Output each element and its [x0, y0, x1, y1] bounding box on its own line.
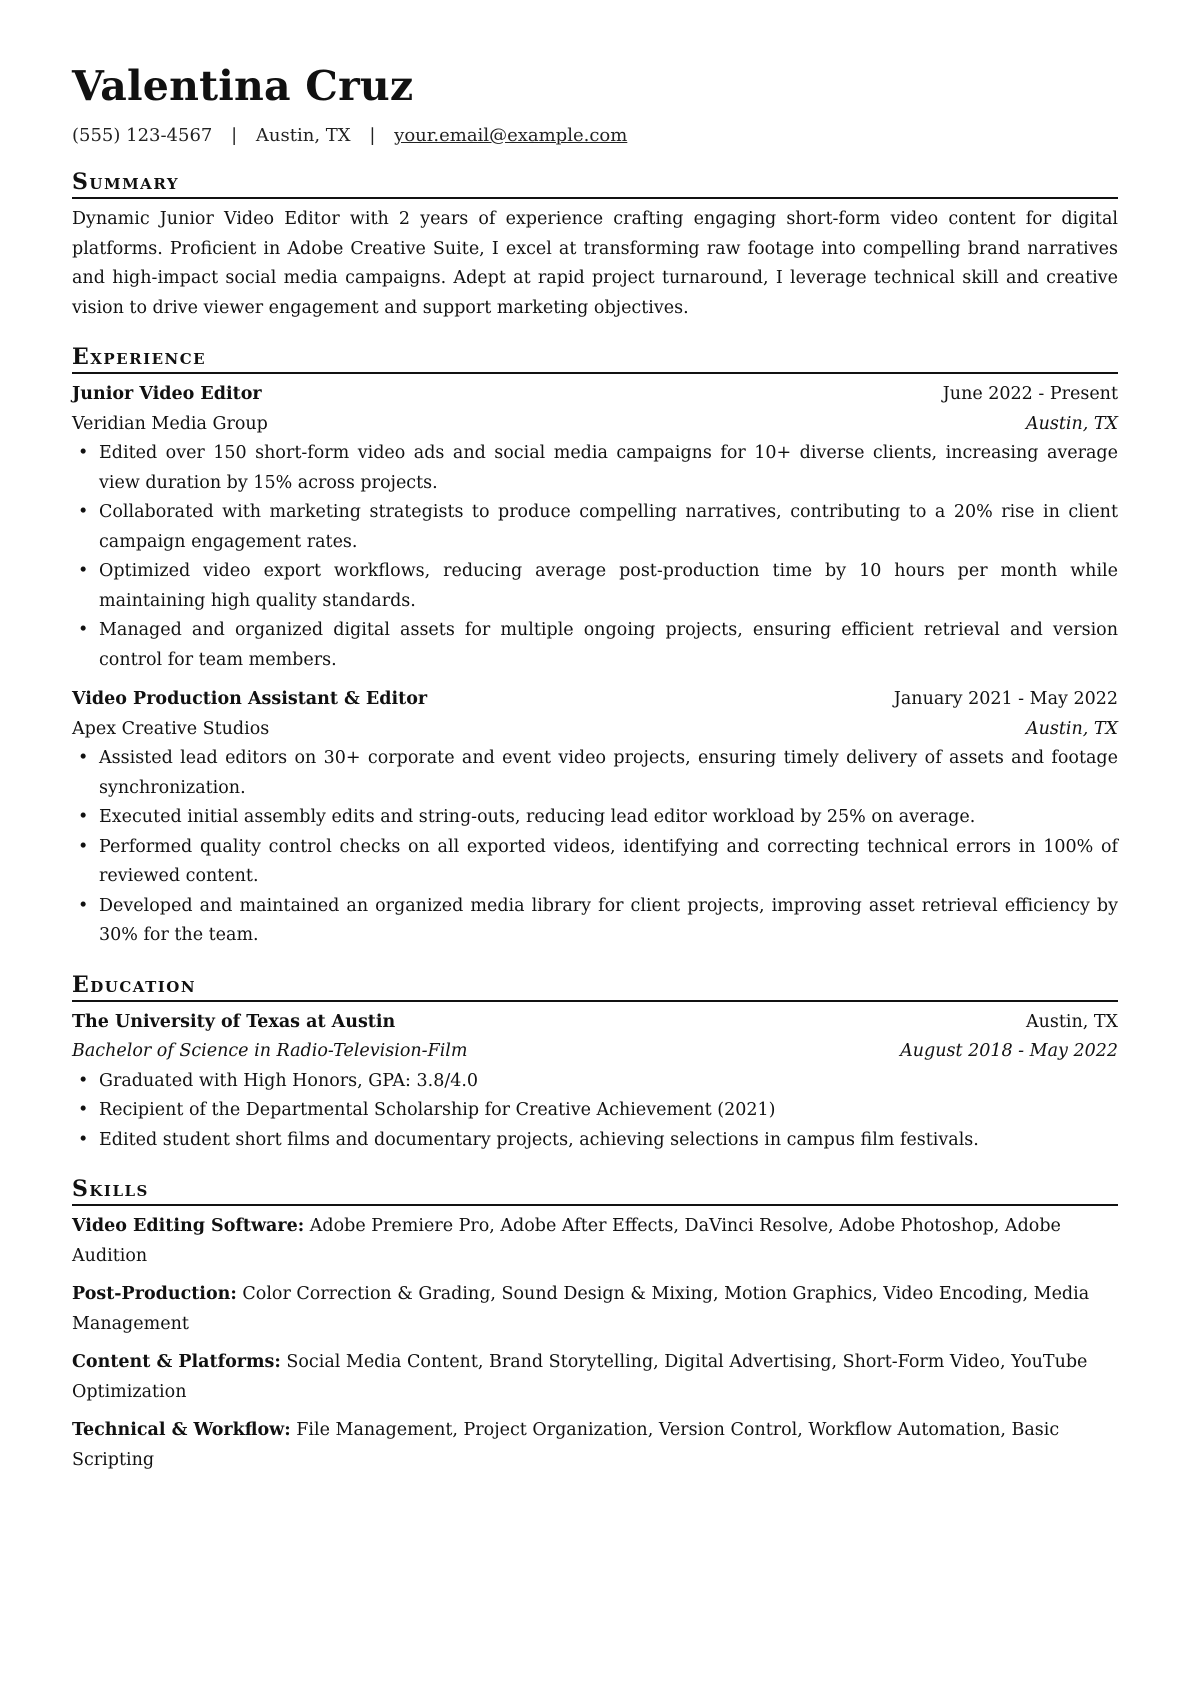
skill-group-items: Adobe Premiere Pro, Adobe After Effects, DaVinci Resolve, Adobe Photoshop, Adobe Audition [72, 1216, 1061, 1266]
education-header-row [72, 1008, 1118, 1038]
bullet-text: Developed and maintained an organized media library for client projects, improving asset retrieval efficiency by 30% for the team. [99, 895, 1118, 945]
bullet-text: Recipient of the Departmental Scholarship for Creative Achievement (2021) [99, 1100, 776, 1120]
school-location: Austin, TX [1025, 1011, 1118, 1032]
job-role: Video Production Assistant & Editor [72, 689, 428, 709]
bullet-item [72, 892, 1118, 951]
experience-section [72, 344, 1118, 951]
bullet-icon: • [78, 1070, 89, 1091]
contact-separator: | [231, 125, 238, 146]
candidate-name: Valentina Cruz [72, 62, 414, 110]
skill-group [72, 1348, 1118, 1407]
job-header-row [72, 380, 1118, 410]
bullet-text: Collaborated with marketing strategists to produce compelling narratives, contributing to a 20% rise in client campaign engagement rates. [99, 502, 1118, 552]
job-dates: January 2021 - May 2022 [893, 689, 1118, 709]
job-company-row [72, 410, 1118, 440]
job-company: Veridian Media Group [72, 413, 268, 434]
skill-group [72, 1416, 1118, 1475]
section-title-skills: Skills [72, 1176, 1118, 1206]
skill-group [72, 1280, 1118, 1339]
skill-group-label: Technical & Workflow: [72, 1420, 291, 1440]
job-header-row [72, 685, 1118, 715]
education-dates: August 2018 - May 2022 [900, 1041, 1118, 1061]
phone-number: (555) 123-4567 [72, 125, 213, 146]
bullet-text: Optimized video export workflows, reducing average post-production time by 10 hours per month while maintaining high quality standards. [99, 561, 1118, 611]
bullet-item [72, 616, 1118, 675]
job-bullets [72, 439, 1118, 675]
degree-name: Bachelor of Science in Radio-Television-Film [72, 1041, 468, 1061]
job-location: Austin, TX [1025, 718, 1118, 739]
section-title-summary: Summary [72, 169, 1118, 199]
bullet-icon: • [78, 561, 89, 581]
job-entry [72, 685, 1118, 951]
bullet-item [72, 1096, 1118, 1126]
bullet-text: Assisted lead editors on 30+ corporate and event video projects, ensuring timely delivery of assets and footage synchronization. [99, 748, 1118, 798]
bullet-icon: • [78, 620, 89, 640]
education-section [72, 972, 1118, 1156]
contact-line [72, 124, 1118, 148]
contact-separator: | [369, 125, 376, 146]
bullet-item [72, 833, 1118, 892]
summary-text: Dynamic Junior Video Editor with 2 years of experience crafting engaging short-form video content for digital platforms. Proficient in Adobe Creative Suite, I excel at transforming raw footage into compelling brand narratives and high-impact social media campaigns. Adept at rapid project turnaround, I leverage technical skill and creative vision to drive viewer engagement and support marketing objectives. [72, 209, 1118, 318]
bullet-text: Graduated with High Honors, GPA: 3.8/4.0 [99, 1070, 479, 1091]
bullet-item [72, 1067, 1118, 1097]
email-link[interactable]: your.email@example.com [394, 125, 628, 146]
bullet-text: Edited over 150 short-form video ads and social media campaigns for 10+ diverse clients, increasing average view duration by 15% across projects. [99, 443, 1118, 493]
education-bullets [72, 1067, 1118, 1156]
summary-section [72, 169, 1118, 323]
degree-row [72, 1037, 1118, 1067]
skill-group-items: Social Media Content, Brand Storytelling, Digital Advertising, Short-Form Video, YouTube Optimization [72, 1352, 1088, 1402]
job-entry [72, 380, 1118, 675]
section-title-education: Education [72, 972, 1118, 1002]
skill-group-items: Color Correction & Grading, Sound Design & Mixing, Motion Graphics, Video Encoding, Media Management [72, 1284, 1090, 1334]
skill-group-label: Post-Production: [72, 1284, 237, 1304]
bullet-icon: • [78, 1129, 89, 1150]
contact-location: Austin, TX [255, 125, 351, 146]
job-dates: June 2022 - Present [942, 384, 1118, 404]
job-bullets [72, 744, 1118, 951]
bullet-text: Edited student short films and documentary projects, achieving selections in campus film festivals. [99, 1129, 979, 1150]
bullet-icon: • [78, 1100, 89, 1120]
bullet-text: Performed quality control checks on all exported videos, identifying and correcting technical errors in 100% of reviewed content. [99, 836, 1118, 886]
section-title-experience: Experience [72, 344, 1118, 374]
bullet-item [72, 1126, 1118, 1156]
bullet-icon: • [78, 836, 89, 857]
bullet-icon: • [78, 502, 89, 522]
bullet-item [72, 803, 1118, 833]
job-role: Junior Video Editor [72, 384, 262, 404]
bullet-text: Executed initial assembly edits and string-outs, reducing lead editor workload by 25% on average. [99, 807, 976, 827]
skill-group-label: Content & Platforms: [72, 1352, 281, 1372]
bullet-icon: • [78, 443, 89, 463]
resume-header [72, 60, 1118, 148]
bullet-icon: • [78, 748, 89, 768]
skills-section [72, 1176, 1118, 1475]
bullet-item [72, 557, 1118, 616]
bullet-item [72, 498, 1118, 557]
bullet-item [72, 744, 1118, 803]
bullet-icon: • [78, 895, 89, 916]
bullet-item [72, 439, 1118, 498]
school-name: The University of Texas at Austin [72, 1011, 396, 1032]
bullet-text: Managed and organized digital assets for multiple ongoing projects, ensuring efficient retrieval and version control for team members. [99, 620, 1118, 670]
job-location: Austin, TX [1025, 413, 1118, 434]
skill-group-label: Video Editing Software: [72, 1216, 305, 1236]
skill-group-items: File Management, Project Organization, Version Control, Workflow Automation, Basic Scripting [72, 1420, 1060, 1470]
bullet-icon: • [78, 807, 89, 827]
skill-group [72, 1212, 1118, 1271]
job-company-row [72, 715, 1118, 745]
job-company: Apex Creative Studios [72, 718, 270, 739]
